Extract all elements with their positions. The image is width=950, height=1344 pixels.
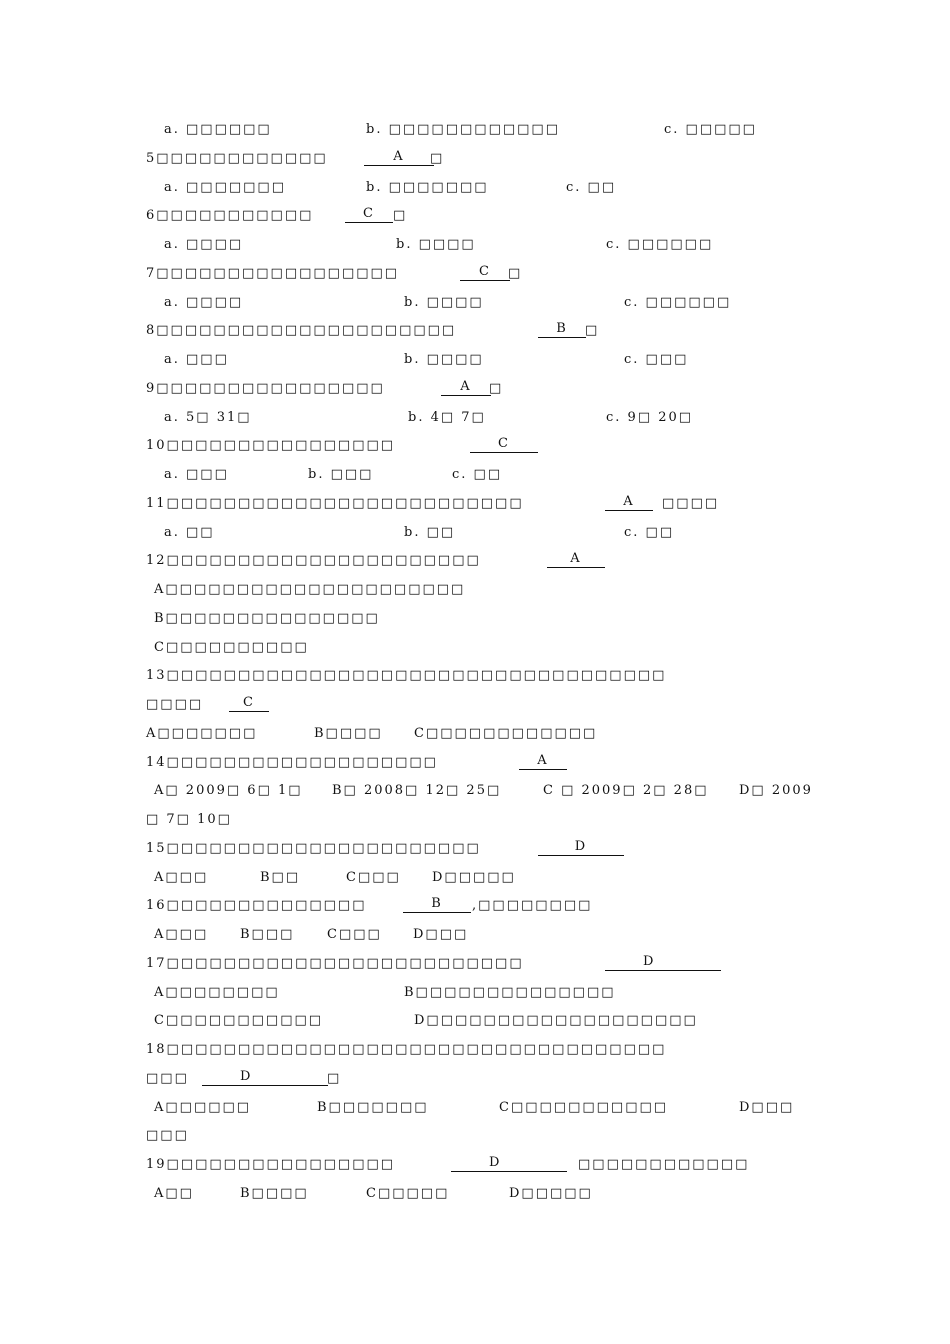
option-text: c. □□□□□□: [606, 237, 714, 252]
answer-blank: C: [460, 264, 510, 281]
answer-blank: D: [605, 954, 721, 971]
question-line: C□□□□□□□□□□□: [154, 1013, 324, 1028]
answer-blank: D: [202, 1069, 328, 1086]
answer-blank: B: [403, 896, 471, 913]
question-line: a. □□□□□□□: [164, 180, 286, 195]
question-line: 6□□□□□□□□□□□: [146, 208, 314, 223]
answer-blank: C: [229, 695, 269, 712]
option-text: D□□□: [413, 927, 469, 942]
option-text: C□□□: [346, 870, 401, 885]
option-text: □: [327, 1071, 342, 1086]
question-line: a. □□□□: [164, 237, 244, 252]
answer-blank: A: [364, 149, 434, 166]
question-line: A□□□: [154, 870, 209, 885]
question-line: a. □□□: [164, 467, 229, 482]
question-line: □□□: [146, 1128, 189, 1143]
question-line: 14□□□□□□□□□□□□□□□□□□□: [146, 755, 438, 770]
option-text: b. □□□□□□□: [366, 180, 489, 195]
option-text: B□□: [260, 870, 301, 885]
option-text: □: [430, 151, 445, 166]
option-text: D□□□□□: [509, 1186, 593, 1201]
answer-blank: A: [547, 551, 605, 568]
option-text: c. □□: [624, 525, 675, 540]
question-line: A□□: [154, 1186, 194, 1201]
option-text: B□□□: [240, 927, 295, 942]
option-text: c. □□□□□□: [624, 295, 732, 310]
question-line: 7□□□□□□□□□□□□□□□□□: [146, 266, 400, 281]
answer-blank: C: [470, 436, 538, 453]
option-text: D□□□: [739, 1100, 795, 1115]
question-line: 10□□□□□□□□□□□□□□□□: [146, 438, 396, 453]
option-text: b. □□: [404, 525, 456, 540]
option-text: □□□□□□□□□□□□: [578, 1157, 750, 1172]
question-line: 12□□□□□□□□□□□□□□□□□□□□□□: [146, 553, 481, 568]
question-line: 11□□□□□□□□□□□□□□□□□□□□□□□□□: [146, 496, 524, 511]
option-text: □: [489, 381, 504, 396]
question-line: B□□□□□□□□□□□□□□□: [154, 611, 380, 626]
option-text: B□□□□: [240, 1186, 309, 1201]
question-line: □ 7□ 10□: [146, 812, 232, 827]
question-line: 13□□□□□□□□□□□□□□□□□□□□□□□□□□□□□□□□□□□: [146, 668, 667, 683]
question-line: 5□□□□□□□□□□□□: [146, 151, 328, 166]
option-text: C□□□□□□□□□□□□: [414, 726, 598, 741]
question-line: 17□□□□□□□□□□□□□□□□□□□□□□□□□: [146, 956, 524, 971]
option-text: C□□□□□: [366, 1186, 450, 1201]
question-line: a. □□□□: [164, 295, 244, 310]
option-text: b. □□□□: [404, 352, 484, 367]
question-line: A□□□□□□□□: [154, 985, 280, 1000]
answer-blank: D: [451, 1155, 567, 1172]
question-line: A□□□□□□: [154, 1100, 252, 1115]
answer-blank: A: [441, 379, 491, 396]
question-line: A□□□: [154, 927, 209, 942]
question-line: a. □□□□□□: [164, 122, 272, 137]
question-line: a. □□□: [164, 352, 229, 367]
option-text: D□□□□□: [432, 870, 516, 885]
option-text: b. □□□: [308, 467, 374, 482]
option-text: B□ 2008□ 12□ 25□: [332, 783, 502, 798]
question-line: a. 5□ 31□: [164, 410, 252, 425]
question-line: A□□□□□□□: [146, 726, 258, 741]
option-text: b. □□□□□□□□□□□□: [366, 122, 560, 137]
option-text: □: [393, 208, 408, 223]
question-line: 18□□□□□□□□□□□□□□□□□□□□□□□□□□□□□□□□□□□: [146, 1042, 667, 1057]
option-text: □□□□: [662, 496, 720, 511]
option-text: □: [508, 266, 523, 281]
question-line: □□□: [146, 1071, 189, 1086]
option-text: c. □□□□□: [664, 122, 757, 137]
question-line: 16□□□□□□□□□□□□□□: [146, 898, 367, 913]
option-text: c. □□: [452, 467, 503, 482]
option-text: B□□□□: [314, 726, 383, 741]
answer-blank: A: [519, 753, 567, 770]
option-text: ,□□□□□□□□: [472, 898, 593, 913]
question-line: 19□□□□□□□□□□□□□□□□: [146, 1157, 396, 1172]
option-text: □: [585, 323, 600, 338]
option-text: D□□□□□□□□□□□□□□□□□□□: [414, 1013, 698, 1028]
question-line: A□□□□□□□□□□□□□□□□□□□□□: [154, 582, 466, 597]
option-text: C□□□: [327, 927, 382, 942]
option-text: c. □□: [566, 180, 617, 195]
option-text: B□□□□□□□: [317, 1100, 429, 1115]
question-line: 9□□□□□□□□□□□□□□□□: [146, 381, 385, 396]
option-text: C□□□□□□□□□□□: [499, 1100, 669, 1115]
question-line: a. □□: [164, 525, 215, 540]
option-text: b. □□□□: [396, 237, 476, 252]
option-text: b. 4□ 7□: [408, 410, 486, 425]
question-line: A□ 2009□ 6□ 1□: [154, 783, 303, 798]
option-text: c. 9□ 20□: [606, 410, 694, 425]
answer-blank: C: [345, 206, 393, 223]
answer-blank: D: [538, 839, 624, 856]
question-line: 15□□□□□□□□□□□□□□□□□□□□□□: [146, 841, 481, 856]
option-text: c. □□□: [624, 352, 689, 367]
option-text: C □ 2009□ 2□ 28□: [543, 783, 709, 798]
question-line: □□□□: [146, 697, 204, 712]
answer-blank: B: [538, 321, 586, 338]
option-text: B□□□□□□□□□□□□□□: [404, 985, 616, 1000]
answer-blank: A: [605, 494, 653, 511]
option-text: b. □□□□: [404, 295, 484, 310]
question-line: 8□□□□□□□□□□□□□□□□□□□□□: [146, 323, 457, 338]
option-text: D□ 2009: [739, 783, 813, 798]
question-line: C□□□□□□□□□□: [154, 640, 309, 655]
